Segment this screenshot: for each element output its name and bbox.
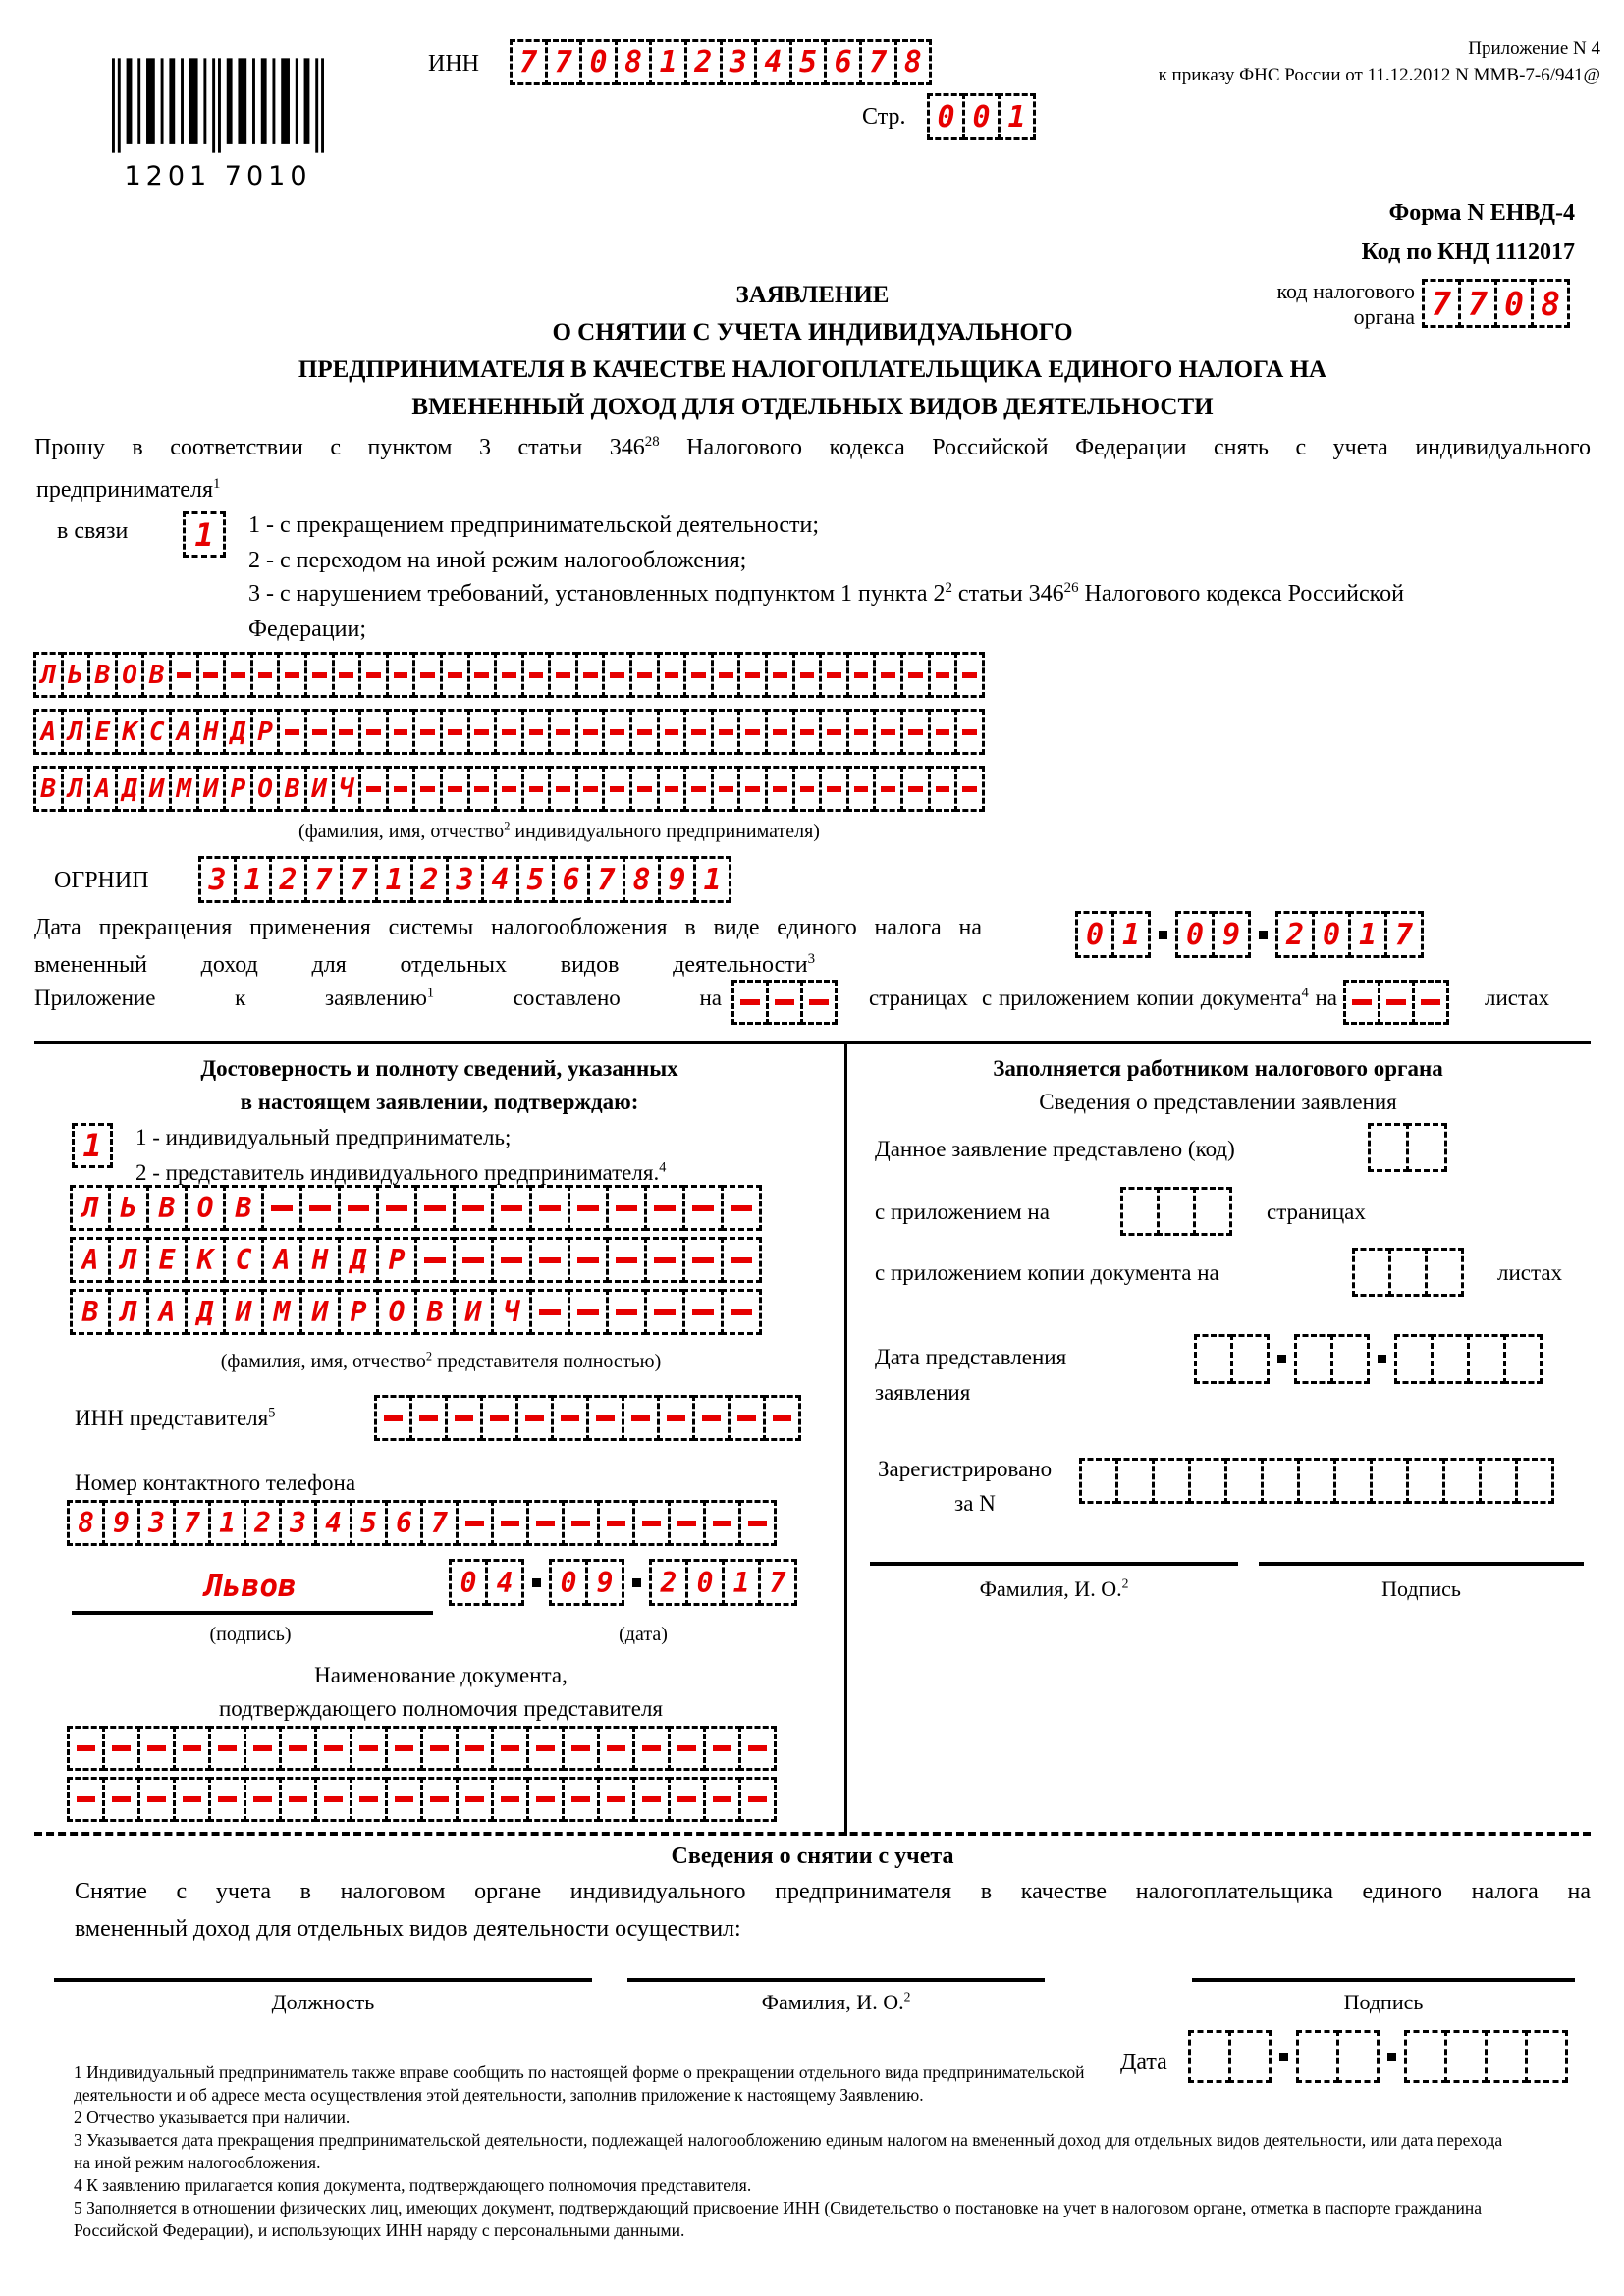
section-divider — [34, 1832, 1591, 1836]
intro-line1: Прошу в соответствии с пунктом 3 статьи $346^{28}$ Налогового кодекса Российской Федерации снять с учета индивидуального — [34, 434, 1592, 460]
firstname-field[interactable]: А Л Е К С А Н Д Р — [33, 709, 985, 755]
position-caption: Должность — [271, 1990, 375, 2014]
signature-date-caption: (дата) — [619, 1624, 668, 1645]
signature-year[interactable]: 2 0 1 7 — [649, 1559, 797, 1606]
termination-line1: Дата прекращения применения системы налогообложения в виде единого налога на — [34, 915, 982, 940]
reason-label: в связи — [57, 518, 129, 544]
confirm-heading2: в настоящем заявлении, подтверждаю: — [240, 1090, 639, 1114]
tax-officer-block — [844, 1044, 1591, 1836]
signature-caption: (подпись) — [209, 1624, 292, 1645]
footnotes — [74, 2061, 1605, 2242]
sup-footnote1b: 1 — [426, 985, 435, 1001]
title-line4: ВМЕНЕННЫЙ ДОХОД ДЛЯ ОТДЕЛЬНЫХ ВИДОВ ДЕЯТЕЛЬНОСТИ — [411, 394, 1214, 420]
patronymic-field[interactable]: В Л А Д И М И Р О В И Ч — [33, 766, 985, 812]
doc-heading2: подтверждающего полномочия представителя — [218, 1696, 663, 1721]
rep-firstname-field[interactable]: А Л Е К С А Н Д Р — [70, 1237, 762, 1283]
sup-footnote2b: 2 — [425, 1349, 433, 1363]
signature-value[interactable]: Львов — [204, 1569, 297, 1604]
rep-inn-field[interactable] — [374, 1395, 801, 1441]
tax-authority-label: код налогового органа — [1276, 279, 1415, 329]
confirmation-block — [34, 1044, 844, 1836]
attachment-pages-field[interactable] — [731, 980, 838, 1025]
sup-footnote4: 4 — [1301, 985, 1309, 1001]
termination-year[interactable]: 2 0 1 7 — [1275, 911, 1424, 958]
date-separator-dot — [1159, 931, 1167, 939]
sup-footnote1: 1 — [212, 476, 221, 492]
attachment-sheets-field[interactable] — [1343, 980, 1449, 1025]
attachment-label: Приложение к заявлению$^1$ составлено на — [34, 985, 722, 1010]
sup-footnote4b: 4 — [659, 1159, 667, 1176]
submitted-code-label: Данное заявление представлено (код) — [875, 1137, 1235, 1161]
title-line3: ПРЕДПРИНИМАТЕЛЯ В КАЧЕСТВЕ НАЛОГОПЛАТЕЛЬЩИКА ЕДИНОГО НАЛОГА НА — [298, 356, 1327, 383]
reason-item3-cont: Федерации; — [248, 616, 367, 642]
termination-line2: вмененный доход для отдельных видов деятельности$^3$ — [34, 951, 815, 978]
surname-field[interactable]: Л Ь В О В — [33, 652, 985, 698]
rep-patronymic-field[interactable]: В Л А Д И М И Р О В И Ч — [70, 1289, 762, 1335]
phone-label: Номер контактного телефона — [75, 1470, 356, 1495]
submission-year[interactable] — [1394, 1334, 1543, 1384]
fio-bottom-caption: Фамилия, И. О.$^2$ — [761, 1989, 911, 2014]
confirm-option2: 2 - представитель индивидуального предпринимателя.$^4$ — [135, 1159, 667, 1185]
inn-label: ИНН — [428, 51, 479, 77]
appendix-line1: Приложение N 4 — [1468, 38, 1600, 59]
attachment-sheets-label: листах — [1485, 986, 1550, 1010]
tax-authority-code-field[interactable]: 7 7 0 8 — [1422, 279, 1570, 328]
footnote-line: 2 Отчество указывается при наличии. — [74, 2108, 351, 2127]
date-separator-dot — [1387, 2053, 1396, 2061]
date-separator-dot — [1378, 1355, 1386, 1363]
submission-day[interactable] — [1194, 1334, 1270, 1384]
registration-number-field[interactable] — [1079, 1458, 1554, 1504]
position-line[interactable] — [54, 1978, 592, 1982]
reason-item1: 1 - с прекращением предпринимательской деятельности; — [248, 512, 819, 538]
officer-heading: Заполняется работником налогового органа — [993, 1056, 1443, 1081]
rep-inn-label: ИНН представителя$^5$ — [75, 1405, 276, 1430]
signature-date-field[interactable] — [449, 1559, 797, 1606]
phone-field[interactable]: 8 9 3 7 1 2 3 4 5 6 7 — [67, 1500, 777, 1546]
barcode — [112, 57, 324, 191]
title-line1: ЗАЯВЛЕНИЕ — [735, 282, 890, 308]
signature-line[interactable] — [72, 1611, 433, 1615]
rep-surname-field[interactable]: Л Ь В О В — [70, 1185, 762, 1231]
officer-name-line[interactable] — [870, 1562, 1238, 1566]
form-name: Форма N ЕНВД-4 — [1388, 200, 1575, 226]
page-number-label: Стр. — [862, 104, 906, 130]
deregistration-heading: Сведения о снятии с учета — [671, 1843, 954, 1869]
sup-p2-2: 2 — [945, 580, 952, 596]
confirm-code-field[interactable]: 1 — [72, 1123, 113, 1168]
footnote-line: Российской Федерации), и использующих ИНН наряду с персональными данными. — [74, 2220, 685, 2240]
appendix-note — [1159, 35, 1600, 88]
sup-footnote2c: 2 — [1121, 1575, 1129, 1591]
reason-item3: 3 - с нарушением требований, установленных подпунктом 1 пункта $2^2$ статьи $346^{26}$ Налогового кодекса Российской — [248, 580, 1404, 607]
officer-pages-label: с приложением на — [875, 1200, 1050, 1224]
rep-fio-caption: (фамилия, имя, отчество$^2$ представителя полностью) — [220, 1349, 662, 1372]
deregistration-para2: вмененный доход для отдельных видов деятельности осуществил: — [75, 1916, 741, 1942]
intro-line2: предпринимателя$^1$ — [36, 476, 221, 503]
officer-pages-suffix: страницах — [1267, 1200, 1366, 1224]
officer-fio-line[interactable] — [627, 1978, 1045, 1982]
ogrnip-label: ОГРНИП — [54, 868, 149, 893]
attachment-pages-label: страницах — [869, 986, 968, 1010]
footnote-line: 3 Указывается дата прекращения предпринимательской деятельности, подлежащей налогообложению единым налогом на вмененный доход для отдельных видов деятельности, или дата перехода — [74, 2130, 1503, 2150]
termination-date-field[interactable] — [1075, 911, 1424, 958]
date-separator-dot — [632, 1578, 641, 1587]
appendix-line2: к приказу ФНС России от 11.12.2012 N ММВ-7-6/941@ — [1158, 65, 1600, 85]
date-separator-dot — [1277, 1355, 1286, 1363]
doc-name-row1[interactable] — [67, 1726, 777, 1771]
reason-item2: 2 - с переходом на иной режим налогообложения; — [248, 548, 747, 573]
termination-day[interactable]: 0 1 — [1075, 911, 1151, 958]
signature-day[interactable]: 0 4 — [449, 1559, 524, 1606]
footnote-line: на иной режим налогообложения. — [74, 2153, 321, 2172]
signature-bottom-caption: Подпись — [1343, 1990, 1424, 2014]
officer-name-caption: Фамилия, И. О.$^2$ — [979, 1575, 1129, 1601]
inn-field[interactable]: 7 7 0 8 1 2 3 4 5 6 7 8 — [510, 39, 932, 85]
knd-code: Код по КНД 1112017 — [1361, 240, 1575, 265]
registered-label1: Зарегистрировано — [878, 1457, 1053, 1481]
registered-label2: за N — [954, 1491, 996, 1516]
officer-subheading: Сведения о представлении заявления — [1039, 1090, 1397, 1114]
date-separator-dot — [532, 1578, 541, 1587]
barcode-label: 1201 7010 — [124, 161, 312, 191]
middle-section — [34, 1041, 1591, 1836]
fio-caption: (фамилия, имя, отчество$^2$ индивидуального предпринимателя) — [298, 819, 820, 842]
footnote-line: деятельности и об адресе места осуществления этой деятельности, заполнив приложение к настоящему Заявлению. — [74, 2085, 924, 2105]
confirm-heading1: Достоверность и полноту сведений, указанных — [200, 1056, 678, 1081]
officer-sign-caption: Подпись — [1381, 1576, 1461, 1601]
ogrnip-field[interactable]: 3 1 2 7 7 1 2 3 4 5 6 7 8 9 1 — [198, 856, 731, 903]
submission-date-label2: заявления — [875, 1380, 971, 1405]
officer-pages-field[interactable] — [1120, 1187, 1232, 1236]
submitted-code-field[interactable] — [1368, 1123, 1447, 1172]
sup-footnote2: 2 — [504, 819, 511, 833]
sup-footnote3: 3 — [807, 951, 815, 967]
sup-346-28: 28 — [644, 434, 660, 450]
footnote-line: 4 К заявлению прилагается копия документа, подтверждающего полномочия представителя. — [74, 2175, 752, 2195]
officer-signature-line[interactable] — [1192, 1978, 1575, 1982]
officer-sheets-suffix: листах — [1497, 1260, 1563, 1285]
submission-date-label1: Дата представления — [875, 1345, 1067, 1369]
submission-date-field[interactable] — [1194, 1334, 1543, 1384]
date-separator-dot — [1279, 2053, 1288, 2061]
doc-heading1: Наименование документа, — [314, 1663, 568, 1687]
officer-copy-label: с приложением копии документа на — [875, 1260, 1219, 1285]
submission-month[interactable] — [1294, 1334, 1370, 1384]
barcode-image — [112, 57, 324, 154]
officer-sign-line[interactable] — [1259, 1562, 1584, 1566]
bottom-date-label: Дата — [1120, 2050, 1167, 2075]
footnote-line: 1 Индивидуальный предприниматель также вправе сообщить по настоящей форме о прекращении отдельного вида предпринимательской — [74, 2062, 1085, 2082]
officer-sheets-field[interactable] — [1352, 1248, 1464, 1297]
termination-month[interactable]: 0 9 — [1175, 911, 1251, 958]
deregistration-para1: Снятие с учета в налоговом органе индивидуального предпринимателя в качестве налогоплательщика единого налога на — [75, 1879, 1591, 1904]
attachment-copy-label: с приложением копии документа$^4$ на — [982, 985, 1338, 1010]
sup-footnote5: 5 — [268, 1405, 276, 1421]
doc-name-row2[interactable] — [67, 1777, 777, 1822]
signature-month[interactable]: 0 9 — [549, 1559, 624, 1606]
title-line2: О СНЯТИИ С УЧЕТА ИНДИВИДУАЛЬНОГО — [552, 319, 1073, 346]
confirm-option1: 1 - индивидуальный предприниматель; — [135, 1125, 512, 1149]
sup-346-26: 26 — [1063, 580, 1079, 596]
sup-footnote2d: 2 — [903, 1989, 911, 2004]
reason-code-field[interactable]: 1 — [183, 511, 226, 558]
date-separator-dot — [1259, 931, 1268, 939]
page-number-field[interactable]: 0 0 1 — [927, 93, 1036, 140]
footnote-line: 5 Заполняется в отношении физических лиц, имеющих документ, подтверждающий присвоение ИНН (Свидетельство о постановке на учет в налоговом органе, отметка в паспорте гражданина — [74, 2198, 1483, 2217]
